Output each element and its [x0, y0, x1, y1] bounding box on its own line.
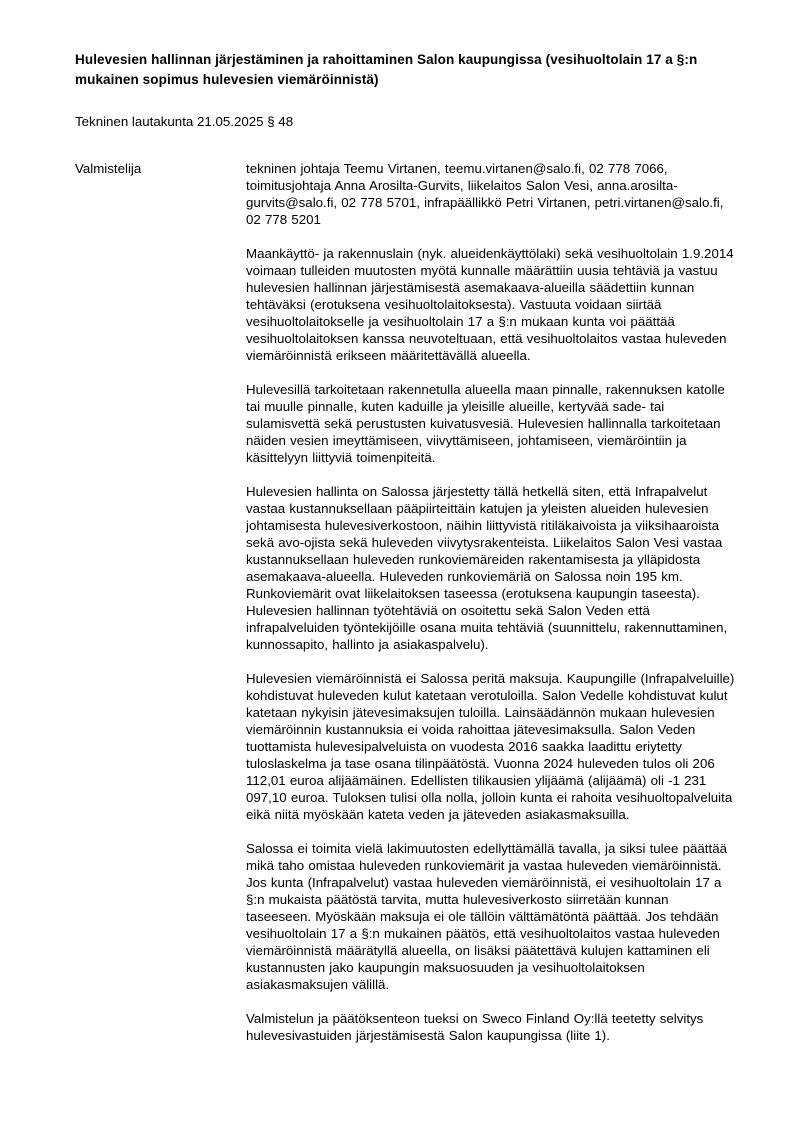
paragraph: Valmistelun ja päätöksenteon tueksi on Sweco Finland Oy:llä teetetty selvitys hulevesivastuiden järjestämisestä Salon kaupungissa (liite 1). [246, 1011, 704, 1043]
preparer-row [75, 160, 736, 1061]
paragraph: Hulevesien viemäröinnistä ei Salossa peritä maksuja. Kaupungille (Infrapalveluille) kohdistuvat huleveden kulut katetaan verotuloilla. Salon Vedelle kohdistuvat kulut katetaan nykyisin jätevesimaksujen tuloilla. Lainsäädännön mukaan hulevesien viemäröinnin kustannuksia ei voida rahoittaa jätevesimaksulla. Salon Veden tuottamista hulevesipalveluista on vuodesta 2016 saakka laadittu eriytetty tuloslaskelma ja tase osana tilinpäätöstä. Vuonna 2024 huleveden tulos oli 206 112,01 euroa alijäämäinen. Edellisten tilikausien ylijäämä (alijäämä) oli -1 231 097,10 euroa. Tuloksen tulisi olla nolla, jolloin kunta ei rahoita vesihuoltopalveluita eikä niitä myöskään kateta veden ja jäteveden asiakasmaksuilla. [246, 671, 735, 822]
paragraph: Salossa ei toimita vielä lakimuutosten edellyttämällä tavalla, ja siksi tulee päättää mikä taho omistaa huleveden runkoviemärit ja vastaa huleveden viemäröinnistä. Jos kunta (Infrapalvelut) vastaa huleveden viemäröinnistä, ei vesihuoltolain 17 a §:n mukaista päätöstä tarvita, mutta hulevesiverkosto siirretään kunnan taseeseen. Myöskään maksuja ei ole tällöin välttämätöntä päättää. Jos tehdään vesihuoltolain 17 a §:n mukainen päätös, että vesihuoltolaitos vastaa huleveden viemäröinnistä määrätyllä alueella, on lisäksi päätettävä kulujen kattaminen eli kustannusten jako kaupungin maksuosuuden ja vesihuoltolaitoksen asiakasmaksujen välillä. [246, 841, 727, 992]
paragraph: Hulevesillä tarkoitetaan rakennetulla alueella maan pinnalle, rakennuksen katolle tai muulle pinnalle, kuten kaduille ja yleisille alueille, kertyvää sade- tai sulamisvettä sekä perustusten kuivatusvesiä. Hulevesien hallinnalla tarkoitetaan näiden vesien imeyttämiseen, viivyttämiseen, johtamiseen, viemäröintiin ja käsittelyyn liittyviä toimenpiteitä. [246, 382, 725, 465]
preparer-label: Valmistelija [75, 161, 142, 176]
paragraph: Maankäyttö- ja rakennuslain (nyk. alueidenkäyttölaki) sekä vesihuoltolain 1.9.2014 voimaan tulleiden muutosten myötä kunnalle määrättiin uusia tehtäviä ja vastuu hulevesien hallinnan järjestämisestä asemakaava-alueilla säädettiin kunnan tehtäväksi (erotuksena vesihuoltolaitoksesta). Vastuuta voidaan siirtää vesihuoltolaitokselle ja vesihuoltolain 17 a §:n mukaan kunta voi päättää vesihuoltolaitoksen kanssa neuvoteltuaan, että vesihuoltolaitos vastaa huleveden viemäröinnistä erikseen määritettävällä alueella. [246, 246, 734, 363]
document-title: Hulevesien hallinnan järjestäminen ja rahoittaminen Salon kaupungissa (vesihuoltolain 17 a §:n mukainen sopimus hulevesien viemäröinnistä) [75, 52, 698, 87]
preparer-text: tekninen johtaja Teemu Virtanen, teemu.virtanen@salo.fi, 02 778 7066, toimitusjohtaja Anna Arosilta-Gurvits, liikelaitos Salon Vesi, anna.arosilta-gurvits@salo.fi, 02 778 5701, infrapäällikkö Petri Virtanen, petri.virtanen@salo.fi, 02 778 5201 [246, 161, 724, 227]
body-column [246, 160, 736, 1061]
committee-line: Tekninen lautakunta 21.05.2025 § 48 [75, 114, 294, 129]
paragraph: Hulevesien hallinta on Salossa järjestetty tällä hetkellä siten, että Infrapalvelut vastaa kustannuksellaan pääpiirteittäin katujen ja yleisten alueiden hulevesien johtamisesta hulevesiverkostoon, näihin liittyvistä ritiläkaivoista ja viiksihaaroista sekä avo-ojista sekä huleveden viivytysrakenteista. Liikelaitos Salon Vesi vastaa kustannuksellaan huleveden runkoviemäreiden rakentamisesta ja ylläpidosta asemakaava-alueella. Huleveden runkoviemäriä on Salossa noin 195 km. Runkoviemärit ovat liikelaitoksen taseessa (erotuksena kaupungin taseesta). Hulevesien hallinnan työtehtäviä on osoitettu sekä Salon Veden että infrapalveluiden työntekijöille osana muita tehtäviä (suunnittelu, rakennuttaminen, kunnossapito, hallinto ja asiakaspalvelu). [246, 484, 728, 652]
body-paragraphs [246, 245, 736, 1044]
